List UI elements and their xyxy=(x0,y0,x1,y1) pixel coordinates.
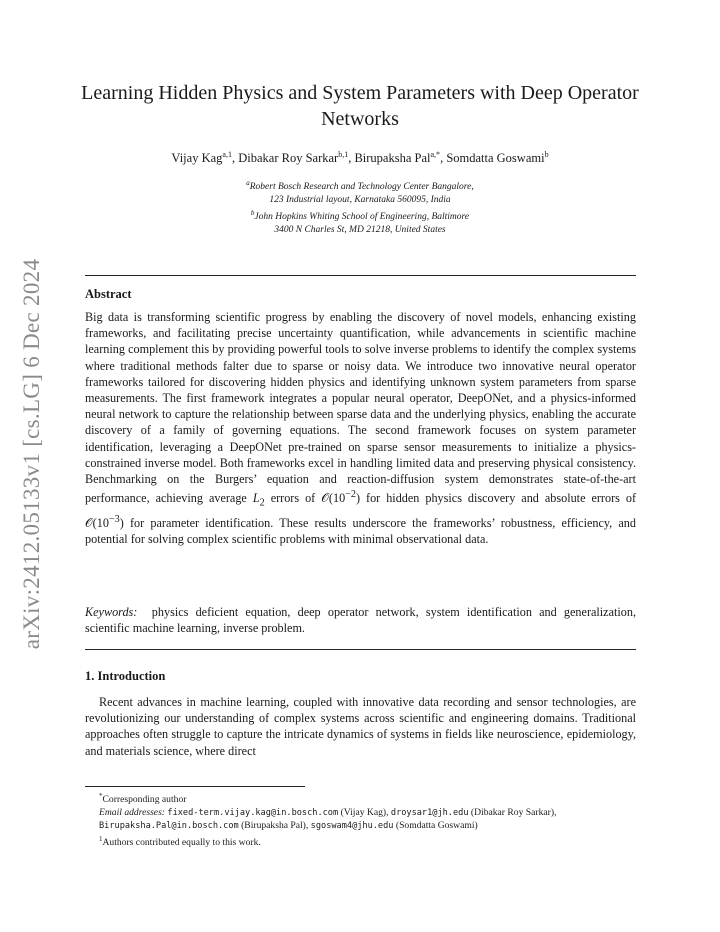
footnote-rule xyxy=(85,786,305,787)
footnote-corresponding xyxy=(85,790,636,807)
keywords xyxy=(85,604,636,636)
affiliation-mark: b xyxy=(250,209,255,218)
email-link[interactable]: sgoswam4@jhu.edu xyxy=(310,820,394,831)
abstract-sentence: Big data is transforming scientific progress by enabling the discovery of novel models, enhancing existing frameworks, and facilitating precise uncertainty quantification, while advancements in scientific machine learning complement this by providing powerful tools to solve inverse problems to identify the complex systems where traditional methods falter due to sparse or noisy data. We introduce two innovative neural operator frameworks tailored for discovering hidden physics and identifying unknown system parameters from sparse measurements. The first framework integrates a popular neural operator, DeepONet, and a physics-informed neural network to capture the relationship between sparse data and the underlying physics, enabling the accurate discovery of a family of governing equations. The second framework focuses on system parameter identification, leveraging a DeepONet pre-trained on sparse sensor measurements to initialize a physics-constrained inverse model. Both frameworks excel in handling limited data and preserving physical consistency. Benchmarking on the Burgers’ equation and reaction-diffusion system demonstrates state-of-the-art performance, achieving average xyxy=(85,310,636,506)
author-affiliation-mark: b xyxy=(544,150,549,159)
order-hidden: 𝒪(10 xyxy=(321,491,346,506)
paper-title: Learning Hidden Physics and System Parameters with Deep Operator Networks xyxy=(81,82,639,130)
author-affiliation-mark: b,1 xyxy=(338,150,349,159)
author-affiliation-mark: a,1 xyxy=(222,150,232,159)
affiliation-line: John Hopkins Whiting School of Engineering, Baltimore xyxy=(254,212,470,223)
author-name: Somdatta Goswami xyxy=(446,151,545,166)
footnote-text: Corresponding author xyxy=(102,794,187,806)
affiliation-b xyxy=(80,207,640,224)
abstract-sentence: ) for hidden physics discovery and absolute errors of xyxy=(355,491,637,506)
affiliation-line: Robert Bosch Research and Technology Center Bangalore, xyxy=(249,182,474,193)
email-link[interactable]: Birupaksha.Pal@in.bosch.com xyxy=(99,820,239,831)
abstract-text xyxy=(85,309,636,547)
email-link[interactable]: droysar1@jh.edu xyxy=(390,807,469,818)
affiliation-mark: a xyxy=(246,179,250,187)
abstract-sentence: errors of xyxy=(270,491,316,506)
abstract-bottom-rule xyxy=(85,649,636,650)
keywords-text: physics deficient equation, deep operator network, system identification and generalization, scientific machine learning, inverse problem. xyxy=(85,605,637,636)
email-link[interactable]: fixed-term.vijay.kag@in.bosch.com xyxy=(167,807,339,818)
keywords-label: Keywords: xyxy=(85,605,138,619)
arxiv-identifier: arXiv:2412.05133v1 [cs.LG] 6 Dec 2024 xyxy=(19,258,44,650)
introduction-text: Recent advances in machine learning, coupled with innovative data recording and sensor technologies, are revolutionizing our understanding of complex systems across scientific and engineering domains. Traditional approaches often struggle to capture the intricate dynamics of systems in fields like neuroscience, epidemiology, and materials science, where direct xyxy=(85,695,636,758)
footnote-text: Authors contributed equally to this work. xyxy=(102,836,261,848)
author-name: Vijay Kag xyxy=(171,151,223,166)
author-name: Dibakar Roy Sarkar xyxy=(238,151,339,166)
footnote-mark: * xyxy=(99,792,103,800)
email-owner: (Somdatta Goswami) xyxy=(395,819,478,831)
email-owner: (Dibakar Roy Sarkar), xyxy=(470,806,557,818)
introduction-heading: 1. Introduction xyxy=(85,669,166,683)
abstract-top-rule xyxy=(85,275,636,276)
order-hidden-exponent: −2 xyxy=(345,489,356,501)
arxiv-side-stamp xyxy=(2,254,62,654)
email-owner: (Birupaksha Pal), xyxy=(241,819,309,831)
affiliation-line: 3400 N Charles St, MD 21218, United States xyxy=(274,225,446,236)
author-name: Birupaksha Pal xyxy=(354,151,431,166)
author-list: Vijay Kag$^{a,1}$, Dibakar Roy Sarkar$^{b,1}$, Birupaksha Pal$^{a,*}$, Somdatta Goswami$^b$ xyxy=(171,150,549,166)
order-param: 𝒪(10 xyxy=(85,516,109,530)
affiliation-a xyxy=(80,177,640,194)
footnote-emails xyxy=(85,807,636,833)
footnotes xyxy=(85,790,636,850)
author-affiliation-mark: a,* xyxy=(430,150,441,159)
email-label: Email addresses: xyxy=(99,806,165,818)
footnote-mark: 1 xyxy=(99,834,103,843)
footnote-equal-contribution xyxy=(85,833,636,850)
affiliations xyxy=(80,177,640,237)
l2-symbol: L xyxy=(252,491,260,506)
email-owner: (Vijay Kag), xyxy=(340,806,389,818)
l2-subscript: 2 xyxy=(259,497,265,509)
affiliation-line: 123 Industrial layout, Karnataka 560095, India xyxy=(269,195,451,206)
order-param-exponent: −3 xyxy=(108,513,120,525)
abstract-sentence: ) for parameter identification. These results underscore the frameworks’ robustness, efficiency, and potential for solving complex scientific problems with minimal observational data. xyxy=(85,516,636,547)
abstract-heading: Abstract xyxy=(85,287,132,301)
